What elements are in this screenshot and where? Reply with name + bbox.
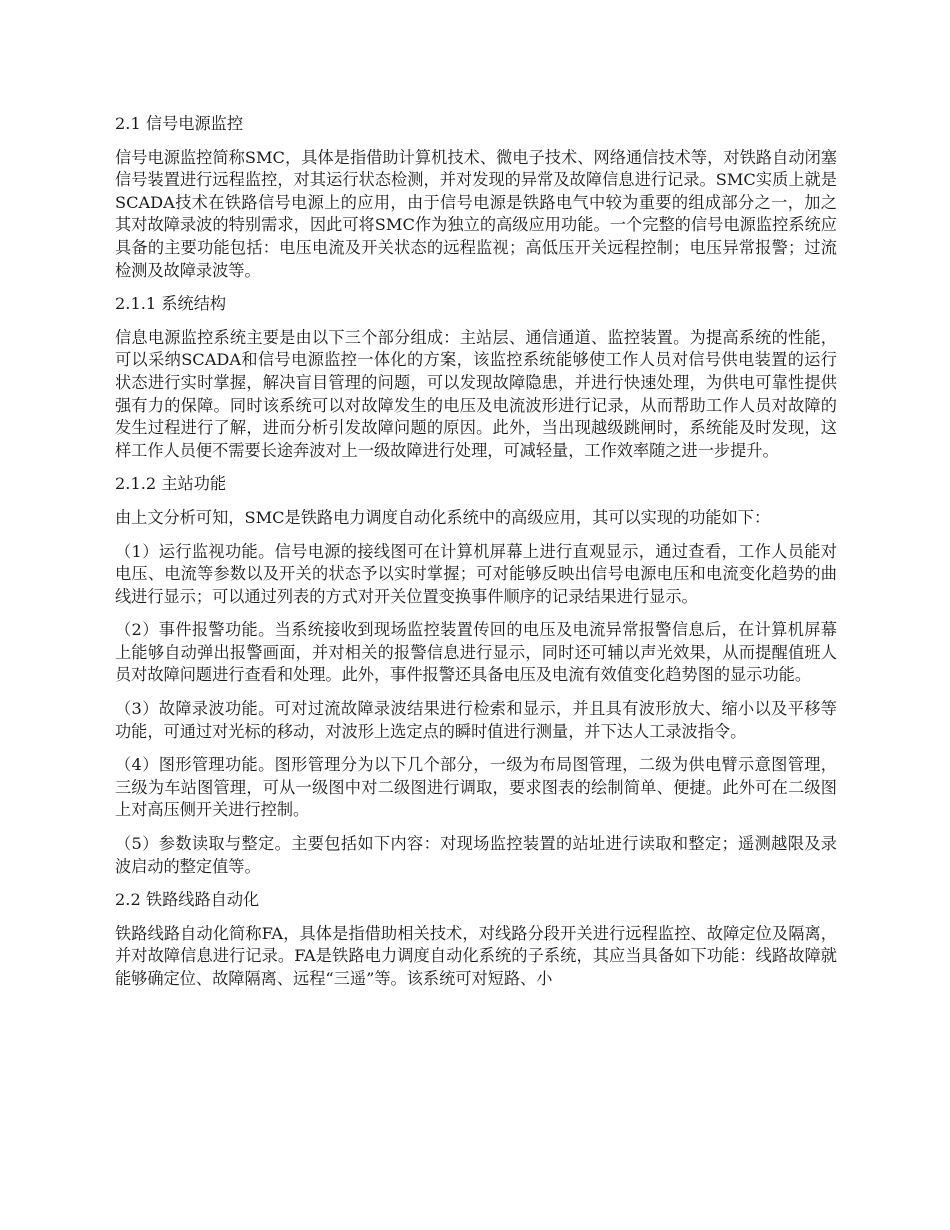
document-page — [115, 113, 837, 1002]
section-heading-2-1-2: 2.1.2 主站功能 — [115, 474, 227, 494]
paragraph-system-structure: 信息电源监控系统主要是由以下三个部分组成：主站层、通信通道、监控装置。为提高系统的性能，可以采纳SCADA和信号电源监控一体化的方案，该监控系统能够使工作人员对信号供电装置的运行状态进行实时掌握，解决盲目管理的问题，可以发现故障隐患，并进行快速处理，为供电可靠性提供强有力的保障。同时该系统可以对故障发生的电压及电流波形进行记录，从而帮助工作人员对故障的发生过程进行了解，进而分析引发故障问题的原因。此外，当出现越级跳闸时，系统能及时发现，这样工作人员便不需要长途奔波对上一级故障进行处理，可减轻量，工作效率随之进一步提升。 — [115, 327, 837, 460]
section-heading-2-1: 2.1 信号电源监控 — [115, 114, 244, 133]
paragraph-master-station-intro: 由上文分析可知，SMC是铁路电力调度自动化系统中的高级应用，其可以实现的功能如下： — [115, 507, 771, 527]
paragraph-function-5: （5）参数读取与整定。主要包括如下内容：对现场监控装置的站址进行读取和整定；遥测越限及录波启动的整定值等。 — [115, 834, 837, 876]
paragraph-function-2: （2）事件报警功能。当系统接收到现场监控装置传回的电压及电流异常报警信息后，在计算机屏幕上能够自动弹出报警画面，并对相关的报警信息进行显示，同时还可辅以声光效果，从而提醒值班人员对故障问题进行查看和处理。此外，事件报警还具备电压及电流有效值变化趋势图的显示功能。 — [115, 620, 837, 685]
section-heading-2-2: 2.2 铁路线路自动化 — [115, 890, 260, 910]
paragraph-function-1: （1）运行监视功能。信号电源的接线图可在计算机屏幕上进行直观显示，通过查看，工作人员能对电压、电流等参数以及开关的状态予以实时掌握；可对能够反映出信号电源电压和电流变化趋势的曲线进行显示；可以通过列表的方式对开关位置变换事件顺序的记录结果进行显示。 — [115, 541, 837, 606]
paragraph-function-3: （3）故障录波功能。可对过流故障录波结果进行检索和显示，并且具有波形放大、缩小以及平移等功能，可通过对光标的移动，对波形上选定点的瞬时值进行测量，并下达人工录波指令。 — [115, 699, 837, 741]
paragraph-fa-intro: 铁路线路自动化简称FA，具体是指借助相关技术，对线路分段开关进行远程监控、故障定位及隔离，并对故障信息进行记录。FA是铁路电力调度自动化系统的子系统，其应当具备如下功能：线路故障就能够确定位、故障隔离、远程“三遥”等。该系统可对短路、小 — [115, 923, 837, 988]
paragraph-smc-intro: 信号电源监控简称SMC，具体是指借助计算机技术、微电子技术、网络通信技术等，对铁路自动闭塞信号装置进行远程监控，对其运行状态检测，并对发现的异常及故障信息进行记录。SMC实质上就是SCADA技术在铁路信号电源上的应用，由于信号电源是铁路电气中较为重要的组成部分之一，加之其对故障录波的特别需求，因此可将SMC作为独立的高级应用功能。一个完整的信号电源监控系统应具备的主要功能包括：电压电流及开关状态的远程监视；高低压开关远程控制；电压异常报警；过流检测及故障录波等。 — [115, 147, 837, 280]
paragraph-function-4: （4）图形管理功能。图形管理分为以下几个部分，一级为布局图管理，二级为供电臂示意图管理，三级为车站图管理，可从一级图中对二级图进行调取，要求图表的绘制简单、便捷。此外可在二级图上对高压侧开关进行控制。 — [115, 755, 837, 820]
section-heading-2-1-1: 2.1.1 系统结构 — [115, 294, 227, 314]
